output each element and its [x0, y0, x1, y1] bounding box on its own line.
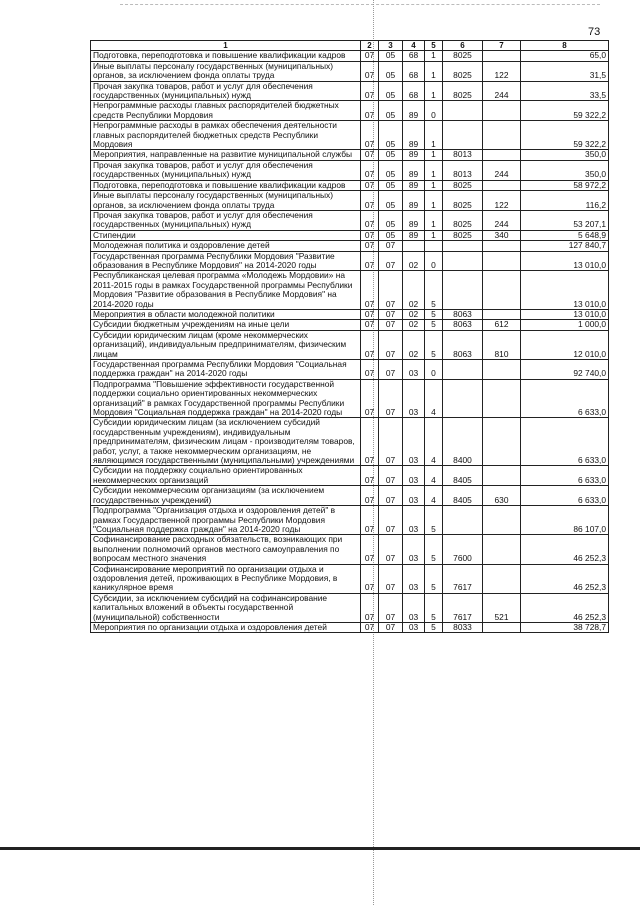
row-code-6: 7617: [443, 564, 483, 593]
table-row: [91, 330, 609, 359]
row-code-2: 07: [361, 160, 379, 180]
row-code-4: 02: [403, 271, 425, 310]
row-code-2: 07: [361, 593, 379, 622]
table-row: [91, 230, 609, 240]
row-code-4: 03: [403, 564, 425, 593]
row-code-7: [483, 101, 521, 121]
row-code-7: [483, 535, 521, 564]
row-code-6: 8025: [443, 61, 483, 81]
row-code-2: 07: [361, 150, 379, 160]
row-code-3: 05: [379, 180, 403, 190]
row-amount: 46 252,3: [521, 535, 609, 564]
table-row: [91, 360, 609, 380]
row-amount: 33,5: [521, 81, 609, 101]
row-code-4: 89: [403, 210, 425, 230]
row-code-6: 7617: [443, 593, 483, 622]
row-amount: 6 633,0: [521, 379, 609, 418]
row-code-5: 1: [425, 121, 443, 150]
row-code-4: 89: [403, 150, 425, 160]
row-name: Иные выплаты персоналу государственных (муниципальных) органов, за исключением фонда оплаты труда: [91, 191, 361, 211]
row-code-2: 07: [361, 320, 379, 330]
row-code-4: 89: [403, 160, 425, 180]
row-amount: 116,2: [521, 191, 609, 211]
header-cell: 3: [379, 41, 403, 51]
row-code-3: 07: [379, 309, 403, 319]
row-code-5: 5: [425, 309, 443, 319]
row-code-4: 89: [403, 230, 425, 240]
row-name: Софинансирование расходных обязательств, возникающих при выполнении полномочий органов местного самоуправления по вопросам местного значения: [91, 535, 361, 564]
row-name: Субсидии некоммерческим организациям (за исключением государственных учреждений): [91, 486, 361, 506]
row-code-5: 1: [425, 191, 443, 211]
row-code-5: 5: [425, 330, 443, 359]
row-code-5: 1: [425, 81, 443, 101]
row-amount: 38 728,7: [521, 622, 609, 632]
row-code-3: 07: [379, 360, 403, 380]
table-row: [91, 101, 609, 121]
row-code-3: 07: [379, 593, 403, 622]
row-code-2: 07: [361, 486, 379, 506]
header-cell: 1: [91, 41, 361, 51]
row-amount: 53 207,1: [521, 210, 609, 230]
row-code-7: 612: [483, 320, 521, 330]
row-code-3: 07: [379, 564, 403, 593]
row-code-4: 89: [403, 121, 425, 150]
row-code-3: 05: [379, 101, 403, 121]
header-row: [91, 41, 609, 51]
row-code-5: 1: [425, 61, 443, 81]
row-amount: 58 972,2: [521, 180, 609, 190]
row-code-3: 07: [379, 320, 403, 330]
row-code-7: [483, 506, 521, 535]
row-code-5: 1: [425, 210, 443, 230]
row-code-5: 1: [425, 160, 443, 180]
row-name: Мероприятия в области молодежной политики: [91, 309, 361, 319]
row-code-7: 122: [483, 191, 521, 211]
row-code-7: 810: [483, 330, 521, 359]
row-amount: 6 633,0: [521, 418, 609, 466]
row-code-3: 07: [379, 535, 403, 564]
header-cell: 2: [361, 41, 379, 51]
row-code-2: 07: [361, 210, 379, 230]
row-name: Подпрограмма "Повышение эффективности государственной поддержки социально ориентированных некоммерческих организаций" в рамках Государственной программы Республики Мордовия "Социальная поддержка граждан" на 2014-2020 годы: [91, 379, 361, 418]
row-code-6: 8405: [443, 486, 483, 506]
row-code-2: 07: [361, 51, 379, 61]
row-code-4: 02: [403, 330, 425, 359]
row-name: Государственная программа Республики Мордовия "Социальная поддержка граждан" на 2014-2020 годы: [91, 360, 361, 380]
row-amount: 350,0: [521, 160, 609, 180]
row-code-7: 244: [483, 210, 521, 230]
row-code-6: 8025: [443, 51, 483, 61]
row-amount: 65,0: [521, 51, 609, 61]
row-code-2: 07: [361, 101, 379, 121]
row-code-4: 68: [403, 61, 425, 81]
row-amount: 86 107,0: [521, 506, 609, 535]
table-row: [91, 418, 609, 466]
row-code-2: 07: [361, 379, 379, 418]
row-name: Мероприятия по организации отдыха и оздоровления детей: [91, 622, 361, 632]
table-row: [91, 271, 609, 310]
row-name: Субсидии юридическим лицам (за исключением субсидий государственным учреждениям), индивидуальным предпринимателям, физическим лицам - производителям товаров, работ, услуг, а также некоммерческим организациям, не являющимся государственными (муниципальными) учреждениями: [91, 418, 361, 466]
row-name: Прочая закупка товаров, работ и услуг для обеспечения государственных (муниципальных) нужд: [91, 81, 361, 101]
row-amount: 31,5: [521, 61, 609, 81]
row-amount: 1 000,0: [521, 320, 609, 330]
table-row: [91, 622, 609, 632]
row-code-3: 07: [379, 506, 403, 535]
row-code-4: 68: [403, 81, 425, 101]
row-code-2: 07: [361, 418, 379, 466]
row-code-6: [443, 121, 483, 150]
row-code-5: 5: [425, 593, 443, 622]
row-code-7: 340: [483, 230, 521, 240]
row-name: Государственная программа Республики Мордовия "Развитие образования в Республике Мордовия" на 2014-2020 годы: [91, 251, 361, 271]
row-code-4: [403, 241, 425, 251]
row-code-3: 07: [379, 622, 403, 632]
row-code-3: 07: [379, 251, 403, 271]
row-code-4: 03: [403, 593, 425, 622]
table-row: [91, 564, 609, 593]
row-code-7: [483, 622, 521, 632]
row-code-2: 07: [361, 121, 379, 150]
row-code-2: 07: [361, 251, 379, 271]
row-name: Стипендии: [91, 230, 361, 240]
row-code-4: 03: [403, 506, 425, 535]
row-code-3: 05: [379, 210, 403, 230]
table-row: [91, 251, 609, 271]
row-code-2: 07: [361, 241, 379, 251]
row-code-3: 05: [379, 150, 403, 160]
table-row: [91, 466, 609, 486]
row-code-3: 05: [379, 191, 403, 211]
row-name: Подготовка, переподготовка и повышение квалификации кадров: [91, 51, 361, 61]
row-amount: 350,0: [521, 150, 609, 160]
table-row: [91, 320, 609, 330]
row-code-6: [443, 360, 483, 380]
row-code-7: [483, 251, 521, 271]
table-row: [91, 150, 609, 160]
row-code-3: 05: [379, 121, 403, 150]
scan-edge-top: [120, 4, 600, 6]
row-name: Мероприятия, направленные на развитие муниципальной службы: [91, 150, 361, 160]
header-cell: 7: [483, 41, 521, 51]
row-name: Иные выплаты персоналу государственных (муниципальных) органов, за исключением фонда оплаты труда: [91, 61, 361, 81]
row-amount: 59 322,2: [521, 121, 609, 150]
row-code-3: 05: [379, 81, 403, 101]
row-code-2: 07: [361, 191, 379, 211]
table-row: [91, 160, 609, 180]
row-code-7: [483, 379, 521, 418]
row-code-2: 07: [361, 564, 379, 593]
row-code-5: 5: [425, 320, 443, 330]
row-code-5: 1: [425, 51, 443, 61]
row-code-5: 0: [425, 360, 443, 380]
row-code-3: 07: [379, 241, 403, 251]
row-code-6: 8033: [443, 622, 483, 632]
row-code-5: 0: [425, 251, 443, 271]
row-code-6: 7600: [443, 535, 483, 564]
row-code-4: 02: [403, 320, 425, 330]
row-code-4: 89: [403, 180, 425, 190]
table-row: [91, 593, 609, 622]
budget-table: [90, 40, 609, 633]
row-code-4: 03: [403, 535, 425, 564]
table-row: [91, 535, 609, 564]
row-code-5: 4: [425, 466, 443, 486]
row-name: Республиканская целевая программа «Молодежь Мордовии» на 2011-2015 годы в рамках Государственной программы Республики Мордовия "Развитие образования в Республике Мордовия" на 2014-2020 годы: [91, 271, 361, 310]
row-name: Молодежная политика и оздоровление детей: [91, 241, 361, 251]
row-code-6: 8025: [443, 230, 483, 240]
row-code-6: 8063: [443, 320, 483, 330]
row-code-7: [483, 466, 521, 486]
row-name: Подготовка, переподготовка и повышение квалификации кадров: [91, 180, 361, 190]
row-code-6: 8025: [443, 210, 483, 230]
row-code-7: [483, 309, 521, 319]
row-amount: 13 010,0: [521, 271, 609, 310]
row-code-5: 4: [425, 379, 443, 418]
row-code-3: 07: [379, 330, 403, 359]
row-code-6: 8400: [443, 418, 483, 466]
row-name: Прочая закупка товаров, работ и услуг для обеспечения государственных (муниципальных) нужд: [91, 160, 361, 180]
row-code-4: 68: [403, 51, 425, 61]
row-code-6: 8013: [443, 150, 483, 160]
row-code-5: 5: [425, 271, 443, 310]
row-code-3: 07: [379, 418, 403, 466]
table-row: [91, 121, 609, 150]
row-code-2: 07: [361, 180, 379, 190]
row-code-4: 02: [403, 251, 425, 271]
row-amount: 59 322,2: [521, 101, 609, 121]
row-amount: 127 840,7: [521, 241, 609, 251]
row-code-6: 8013: [443, 160, 483, 180]
row-code-3: 05: [379, 160, 403, 180]
row-code-5: 5: [425, 622, 443, 632]
row-code-6: [443, 251, 483, 271]
row-code-6: 8063: [443, 330, 483, 359]
row-code-7: [483, 51, 521, 61]
row-code-4: 03: [403, 379, 425, 418]
row-code-4: 03: [403, 466, 425, 486]
row-code-7: 521: [483, 593, 521, 622]
row-code-7: [483, 271, 521, 310]
row-amount: 46 252,3: [521, 564, 609, 593]
row-amount: 46 252,3: [521, 593, 609, 622]
row-name: Непрограммные расходы в рамках обеспечения деятельности главных распорядителей бюджетных средств Республики Мордовия: [91, 121, 361, 150]
table-row: [91, 81, 609, 101]
row-code-7: 244: [483, 160, 521, 180]
row-name: Субсидии бюджетным учреждениям на иные цели: [91, 320, 361, 330]
row-code-4: 03: [403, 418, 425, 466]
row-name: Непрограммные расходы главных распорядителей бюджетных средств Республики Мордовия: [91, 101, 361, 121]
row-code-3: 05: [379, 230, 403, 240]
header-cell: 4: [403, 41, 425, 51]
row-code-5: 5: [425, 506, 443, 535]
row-code-2: 07: [361, 360, 379, 380]
row-code-6: 8405: [443, 466, 483, 486]
row-code-6: 8025: [443, 180, 483, 190]
row-code-7: [483, 360, 521, 380]
row-code-7: [483, 564, 521, 593]
row-amount: 6 633,0: [521, 466, 609, 486]
row-code-6: [443, 241, 483, 251]
row-code-2: 07: [361, 271, 379, 310]
table-row: [91, 51, 609, 61]
row-code-2: 07: [361, 230, 379, 240]
row-code-7: 122: [483, 61, 521, 81]
table-row: [91, 241, 609, 251]
header-cell: 8: [521, 41, 609, 51]
row-code-4: 89: [403, 191, 425, 211]
table-row: [91, 191, 609, 211]
row-code-3: 07: [379, 379, 403, 418]
table-row: [91, 210, 609, 230]
table-row: [91, 61, 609, 81]
header-cell: 6: [443, 41, 483, 51]
row-name: Субсидии юридическим лицам (кроме некоммерческих организаций), индивидуальным предпринимателям, физическим лицам: [91, 330, 361, 359]
row-code-7: [483, 150, 521, 160]
row-name: Софинансирование мероприятий по организации отдыха и оздоровления детей, проживающих в Республике Мордовия, в каникулярное время: [91, 564, 361, 593]
row-code-2: 07: [361, 506, 379, 535]
row-code-6: 8025: [443, 191, 483, 211]
row-code-2: 07: [361, 330, 379, 359]
row-code-5: 4: [425, 486, 443, 506]
table-row: [91, 180, 609, 190]
row-name: Прочая закупка товаров, работ и услуг для обеспечения государственных (муниципальных) нужд: [91, 210, 361, 230]
row-amount: 6 633,0: [521, 486, 609, 506]
row-code-4: 03: [403, 622, 425, 632]
row-name: Подпрограмма "Организация отдыха и оздоровления детей" в рамках Государственной программы Республики Мордовия "Социальная поддержка граждан" на 2014-2020 годы: [91, 506, 361, 535]
row-code-2: 07: [361, 309, 379, 319]
row-amount: 13 010,0: [521, 251, 609, 271]
row-code-5: 1: [425, 230, 443, 240]
row-code-6: [443, 379, 483, 418]
row-code-5: [425, 241, 443, 251]
row-code-3: 05: [379, 61, 403, 81]
row-name: Субсидии на поддержку социально ориентированных некоммерческих организаций: [91, 466, 361, 486]
row-amount: 12 010,0: [521, 330, 609, 359]
row-code-3: 07: [379, 271, 403, 310]
row-code-2: 07: [361, 466, 379, 486]
row-amount: 5 648,9: [521, 230, 609, 240]
row-code-4: 03: [403, 486, 425, 506]
row-code-4: 03: [403, 360, 425, 380]
row-code-7: [483, 121, 521, 150]
table-row: [91, 309, 609, 319]
row-code-3: 07: [379, 486, 403, 506]
row-code-5: 0: [425, 101, 443, 121]
row-code-2: 07: [361, 61, 379, 81]
row-code-5: 5: [425, 535, 443, 564]
row-amount: 92 740,0: [521, 360, 609, 380]
row-code-4: 02: [403, 309, 425, 319]
row-code-7: [483, 180, 521, 190]
table-body: [91, 51, 609, 633]
table-row: [91, 506, 609, 535]
row-name: Субсидии, за исключением субсидий на софинансирование капитальных вложений в объекты государственной (муниципальной) собственности: [91, 593, 361, 622]
row-code-3: 07: [379, 466, 403, 486]
row-code-2: 07: [361, 622, 379, 632]
row-code-6: 8063: [443, 309, 483, 319]
row-code-7: [483, 418, 521, 466]
header-cell: 5: [425, 41, 443, 51]
row-code-5: 5: [425, 564, 443, 593]
row-code-7: 244: [483, 81, 521, 101]
row-code-2: 07: [361, 81, 379, 101]
scan-edge-bottom: [0, 847, 640, 850]
row-code-6: 8025: [443, 81, 483, 101]
row-code-3: 05: [379, 51, 403, 61]
row-code-5: 4: [425, 418, 443, 466]
table-row: [91, 486, 609, 506]
row-amount: 13 010,0: [521, 309, 609, 319]
row-code-6: [443, 101, 483, 121]
row-code-5: 1: [425, 180, 443, 190]
row-code-7: [483, 241, 521, 251]
row-code-4: 89: [403, 101, 425, 121]
page-number: 73: [588, 26, 601, 38]
row-code-7: 630: [483, 486, 521, 506]
row-code-2: 07: [361, 535, 379, 564]
row-code-6: [443, 506, 483, 535]
table-row: [91, 379, 609, 418]
row-code-6: [443, 271, 483, 310]
row-code-5: 1: [425, 150, 443, 160]
